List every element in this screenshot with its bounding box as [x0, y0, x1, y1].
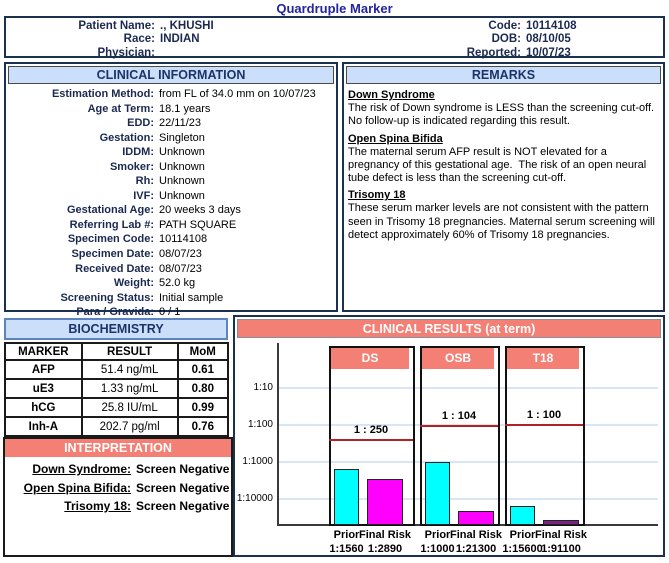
clinical-info-row — [8, 117, 334, 132]
remark-heading: Down Syndrome — [348, 89, 435, 101]
clinical-info-label: Referring Lab #: — [69, 218, 154, 231]
patient-field-label: DOB: — [491, 33, 521, 46]
clinical-info-label: Para / Gravida: — [76, 306, 154, 319]
clinical-information-header: CLINICAL INFORMATION — [8, 66, 334, 84]
biochem-mom: 0.61 — [178, 360, 228, 379]
y-axis-tick-label: 1:1000 — [242, 456, 273, 467]
clinical-info-label: Weight: — [113, 277, 154, 290]
clinical-info-row — [8, 103, 334, 118]
clinical-info-row — [8, 175, 334, 190]
final-risk-bar — [458, 511, 494, 525]
clinical-info-value: 08/07/23 — [159, 248, 202, 261]
patient-info-left — [12, 20, 214, 60]
remark-text: The maternal serum AFP result is NOT elevated for a pregnancy of this gestational age. The risk of an open neural tube defect is less than the screening cut-off. — [348, 145, 650, 185]
final-risk-bar — [367, 479, 403, 525]
remarks-body — [348, 85, 661, 242]
risk-column-header: DS — [331, 348, 409, 369]
clinical-info-label: Gestation: — [99, 131, 154, 144]
clinical-info-label: Gestational Age: — [67, 204, 154, 217]
y-axis-tick-label: 1:10 — [253, 382, 273, 393]
clinical-info-row — [8, 88, 334, 103]
clinical-info-value: Unknown — [159, 189, 205, 202]
interpretation-box — [3, 437, 233, 557]
clinical-info-row — [8, 219, 334, 234]
clinical-info-label: Specimen Code: — [67, 233, 154, 246]
clinical-info-value: 0 / 1 — [159, 306, 181, 319]
clinical-info-label: IVF: — [133, 189, 154, 202]
clinical-info-label: Rh: — [135, 175, 154, 188]
interpretation-row — [7, 480, 230, 500]
clinical-info-value: 20 weeks 3 days — [159, 204, 241, 217]
prior-risk-bar — [334, 469, 359, 525]
bar-risk-label: 1:1000 — [420, 543, 455, 555]
clinical-info-value: 10114108 — [159, 233, 208, 246]
clinical-info-value: 52.0 kg — [159, 277, 196, 290]
bar-risk-label: 1:15600 — [502, 543, 543, 555]
interpretation-value: Screen Negative — [136, 462, 230, 476]
clinical-info-label: Screening Status: — [60, 291, 154, 304]
bar-risk-label: 1:21300 — [455, 543, 497, 555]
y-axis-tick-label: 1:100 — [247, 419, 273, 430]
clinical-info-row — [8, 292, 334, 307]
clinical-info-label: EDD: — [127, 117, 154, 130]
patient-info-right — [358, 20, 577, 60]
prior-risk-bar — [510, 506, 535, 525]
biochem-result: 51.4 ng/mL — [82, 360, 178, 379]
clinical-info-value: from FL of 34.0 mm on 10/07/23 — [159, 88, 316, 100]
remarks-header: REMARKS — [346, 66, 661, 84]
patient-field-label: Physician: — [97, 46, 155, 59]
clinical-info-row — [8, 204, 334, 219]
y-axis-tick-label: 1:10000 — [236, 493, 273, 504]
cutoff-risk-label: 1 : 100 — [526, 409, 562, 421]
cutoff-risk-label: 1 : 104 — [441, 409, 477, 422]
patient-field-value: 08/10/05 — [526, 33, 571, 46]
biochem-marker: hCG — [5, 398, 82, 417]
remarks-panel — [342, 62, 665, 312]
risk-chart-plot-area — [235, 317, 663, 555]
interpretation-value: Screen Negative — [136, 480, 230, 495]
remark-heading: Open Spina Bifida — [348, 132, 443, 145]
clinical-information-rows — [8, 88, 334, 321]
patient-field-value: 10/07/23 — [526, 46, 571, 59]
bar-name-label: Final Risk — [450, 529, 502, 541]
interpretation-label: Trisomy 18: — [64, 499, 131, 513]
patient-field-label: Race: — [123, 33, 155, 46]
clinical-info-value: PATH SQUARE — [159, 218, 237, 231]
interpretation-header: INTERPRETATION — [5, 439, 231, 457]
biochem-row — [5, 360, 228, 379]
cutoff-line — [420, 425, 498, 427]
cutoff-line — [329, 439, 413, 441]
risk-column-header: T18 — [507, 348, 579, 369]
cutoff-line — [505, 424, 583, 426]
clinical-info-label: IDDM: — [122, 146, 154, 159]
biochem-mom: 0.76 — [178, 417, 228, 436]
biochem-row — [5, 398, 228, 417]
clinical-info-label: Age at Term: — [87, 102, 154, 115]
patient-field-label: Reported: — [466, 46, 521, 59]
interpretation-label: Down Syndrome: — [32, 462, 131, 476]
patient-field-value — [160, 47, 214, 60]
risk-column-box — [505, 346, 585, 526]
prior-risk-bar — [425, 462, 450, 525]
clinical-info-value: 18.1 years — [159, 102, 211, 115]
clinical-info-row — [8, 233, 334, 248]
clinical-info-value: Unknown — [159, 146, 205, 159]
interpretation-value: Screen Negative — [136, 499, 230, 513]
clinical-info-row — [8, 277, 334, 292]
biochem-row — [5, 417, 228, 436]
interpretation-row — [7, 462, 230, 481]
biochem-marker: AFP — [5, 360, 82, 379]
clinical-info-label: Specimen Date: — [71, 248, 154, 261]
bar-name-label: Prior — [424, 529, 451, 541]
y-axis-line — [277, 343, 279, 524]
clinical-info-row — [8, 161, 334, 176]
cutoff-risk-label: 1 : 250 — [353, 423, 389, 436]
biochem-result: 202.7 pg/ml — [82, 417, 178, 436]
bar-risk-label: 1:91100 — [541, 543, 581, 555]
patient-field-label: Code: — [488, 20, 521, 32]
bar-name-label: Final Risk — [359, 529, 411, 541]
clinical-info-value: Unknown — [159, 175, 205, 188]
clinical-info-row — [8, 248, 334, 263]
biochem-mom: 0.80 — [178, 379, 228, 398]
interpretation-row — [7, 499, 230, 518]
biochem-column-header: MoM — [178, 343, 228, 360]
clinical-info-label: Received Date: — [75, 262, 154, 275]
clinical-info-row — [8, 190, 334, 205]
remark-heading: Trisomy 18 — [348, 189, 406, 202]
biochem-result: 25.8 IU/mL — [82, 398, 178, 417]
biochem-mom: 0.99 — [178, 398, 228, 417]
clinical-info-value: Singleton — [159, 131, 205, 144]
biochemistry-table — [4, 342, 229, 437]
biochem-column-header: RESULT — [82, 343, 178, 360]
patient-field-label: Patient Name: — [78, 20, 155, 32]
bar-name-label: Final Risk — [535, 529, 587, 541]
biochem-row — [5, 379, 228, 398]
clinical-results-header: CLINICAL RESULTS (at term) — [237, 319, 661, 338]
clinical-info-value: Unknown — [159, 160, 205, 173]
clinical-results-panel — [233, 315, 665, 557]
clinical-info-row — [8, 146, 334, 161]
biochemistry-header: BIOCHEMISTRY — [4, 318, 228, 340]
biochem-header-row — [5, 343, 228, 360]
final-risk-bar — [543, 520, 579, 525]
bar-name-label: Prior — [509, 529, 536, 541]
bar-risk-label: 1:2890 — [367, 543, 403, 555]
clinical-info-row — [8, 132, 334, 147]
biochem-marker: Inh-A — [5, 417, 82, 436]
patient-field-value: 10114108 — [526, 20, 577, 32]
clinical-info-value: 22/11/23 — [159, 117, 202, 130]
risk-column-header: OSB — [422, 348, 494, 369]
interpretation-rows — [7, 462, 230, 518]
biochem-column-header: MARKER — [5, 343, 82, 360]
bar-risk-label: 1:1560 — [329, 543, 364, 555]
clinical-info-row — [8, 263, 334, 278]
clinical-info-label: Estimation Method: — [51, 88, 154, 100]
biochem-marker: uE3 — [5, 379, 82, 398]
patient-info-box — [4, 16, 665, 58]
report-title: Quardruple Marker — [276, 1, 393, 16]
bar-name-label: Prior — [333, 529, 360, 541]
clinical-info-value: 08/07/23 — [159, 262, 202, 275]
clinical-info-label: Smoker: — [109, 160, 154, 173]
clinical-information-panel — [4, 62, 338, 319]
interpretation-label: Open Spina Bifida: — [23, 480, 131, 495]
biochem-result: 1.33 ng/mL — [82, 379, 178, 398]
remark-text: These serum marker levels are not consistent with the pattern seen in Trisomy 18 pregnancies. Maternal serum screening will detect approximately 60% of Trisomy 18 pregnancies. — [348, 202, 658, 242]
patient-field-value: INDIAN — [160, 33, 200, 46]
remark-text: The risk of Down syndrome is LESS than the screening cut-off. No follow-up is indicated regarding this result. — [348, 102, 658, 128]
clinical-info-value: Initial sample — [159, 291, 224, 304]
patient-field-value: ., KHUSHI — [160, 20, 214, 32]
